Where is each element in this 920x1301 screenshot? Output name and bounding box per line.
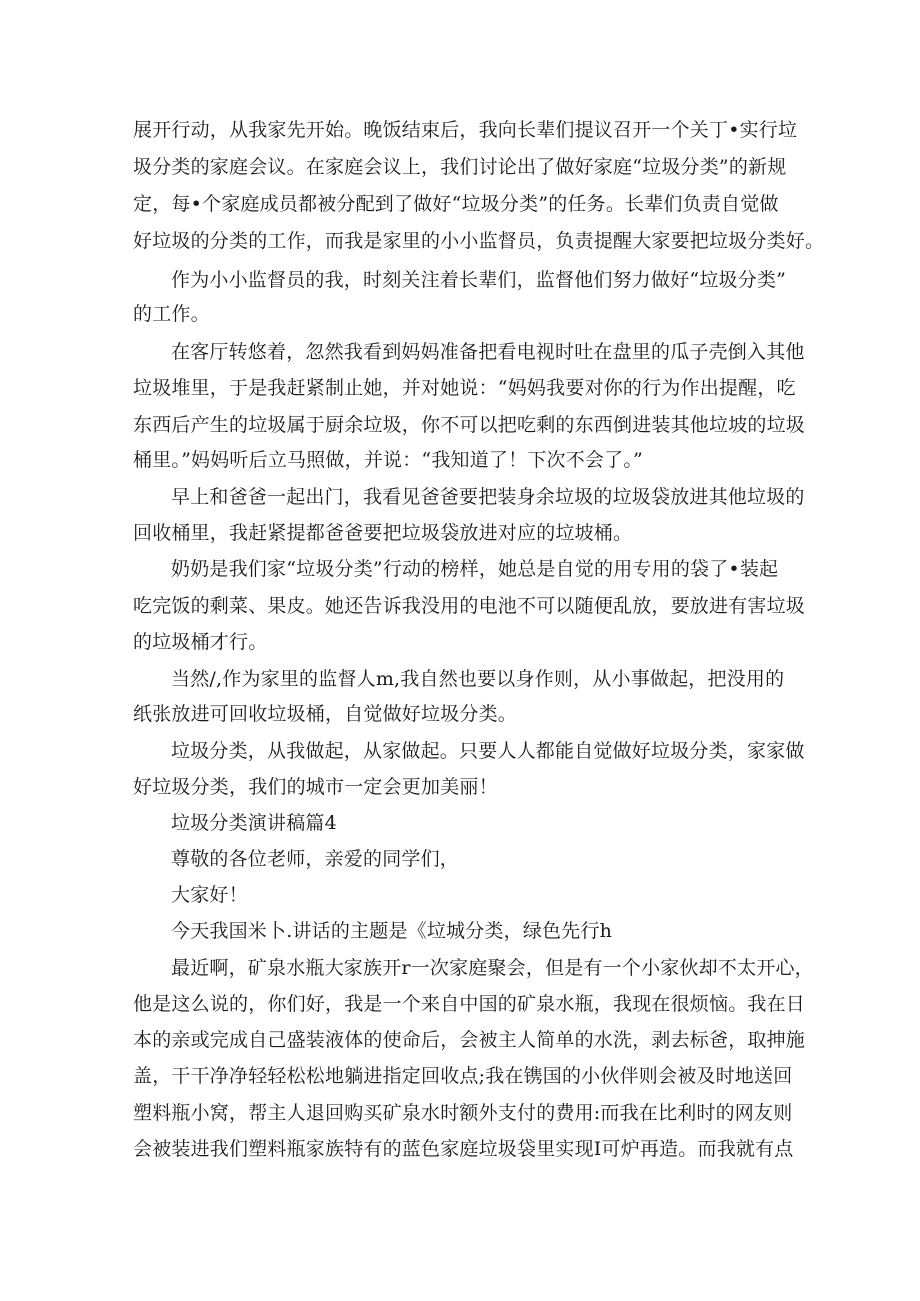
text-line: 作为小小监督员的我，时刻关注着长辈们，监督他们努力做好“垃圾分类” (171, 269, 787, 291)
text-line: 奶奶是我们家“垃圾分类”行动的榜样，她总是自觉的用专用的袋了•装起 (171, 558, 779, 580)
text-line: 桶里。”妈妈听后立马照做，并说：“我知道了！下次不会了。” (133, 449, 643, 471)
text-line: 早上和爸爸一起出门，我看见爸爸要把装身余垃圾的垃圾袋放进其他垃圾的 (171, 486, 805, 508)
text-line: 展开行动，从我家先开始。晚饭结束后，我向长辈们提议召开一个关丁•实行垃 (133, 119, 798, 141)
text-line: 本的亲或完成自己盛装液体的使命后，会被主人简单的水洗，剥去标爸，取抻施 (133, 1029, 806, 1051)
text-line: 垃圾堆里，于是我赶紧制止她，并对她说：“妈妈我要对你的行为作出提醒，吃 (133, 377, 796, 399)
greeting: 大家好！ (171, 884, 248, 906)
text-line: 他是这么说的，你们好，我是一个来自中国的矿泉水瓶，我现在很烦恼。我在日 (133, 993, 806, 1015)
text-line: 好垃圾分类，我们的城市一定会更加美丽！ (133, 776, 498, 798)
section-title: 垃圾分类演讲稿篇4 (171, 812, 337, 834)
text-line: 会被装进我们塑料瓶家族特有的蓝色家庭垃圾袋里实现I可炉再造。而我就有点 (133, 1138, 794, 1160)
text-line: 东西后产生的垃圾属于厨余垃圾，你不可以把吃剩的东西倒进装其他垃坡的垃圾 (133, 414, 806, 436)
text-line: 在客厅转悠着，忽然我看到妈妈准备把看电视时吐在盘里的瓜子壳倒入其他 (171, 341, 805, 363)
text-line: 的工作。 (133, 303, 210, 325)
text-line: 定，每•个家庭成员都被分配到了做好“垃圾分类”的任务。长辈们负责自觉做 (133, 193, 779, 215)
salutation: 尊敬的各位老师，亲爱的同学们， (171, 848, 460, 870)
text-line: 的垃圾桶才行。 (133, 631, 268, 653)
text-line: 吃完饭的剩菜、果皮。她还告诉我没用的电池不可以随便乱放，要放进有害垃圾 (133, 595, 806, 617)
text-line: 圾分类的家庭会议。在家庭会议上，我们讨论出了做好家庭“垃圾分类”的新规 (133, 156, 787, 178)
text-line: 纸张放进可回收垃圾桶，自觉做好垃圾分类。 (133, 703, 518, 725)
text-line: 塑料瓶小窝，帮主人退回购买矿泉水时额外支付的费用:而我在比利时的网友则 (133, 1102, 793, 1124)
text-line: 回收桶里，我赶紧提都爸爸要把垃圾袋放进对应的垃坡桶。 (133, 522, 633, 544)
text-line: 最近啊，矿泉水瓶大家族开r一次家庭聚会，但是有一个小家伙却不太开心， (171, 957, 814, 979)
text-line: 垃圾分类，从我做起，从家做起。只要人人都能自觉做好垃圾分类，家家做 (171, 740, 805, 762)
text-line: 盖，干干净净轻轻松松地躺进指定回收点;我在镌国的小伙伴则会被及时地送回 (133, 1065, 793, 1087)
text-line: 今天我国米卜.讲话的主题是《垃城分类，绿色先行h (171, 920, 613, 942)
text-line: 好垃圾的分类的工作，而我是家里的小小监督员，负责提醒大家要把垃圾分类好。 (133, 230, 825, 252)
text-line: 当然/,作为家里的监督人m,我自然也要以身作则，从小事做起，把没用的 (171, 668, 785, 690)
